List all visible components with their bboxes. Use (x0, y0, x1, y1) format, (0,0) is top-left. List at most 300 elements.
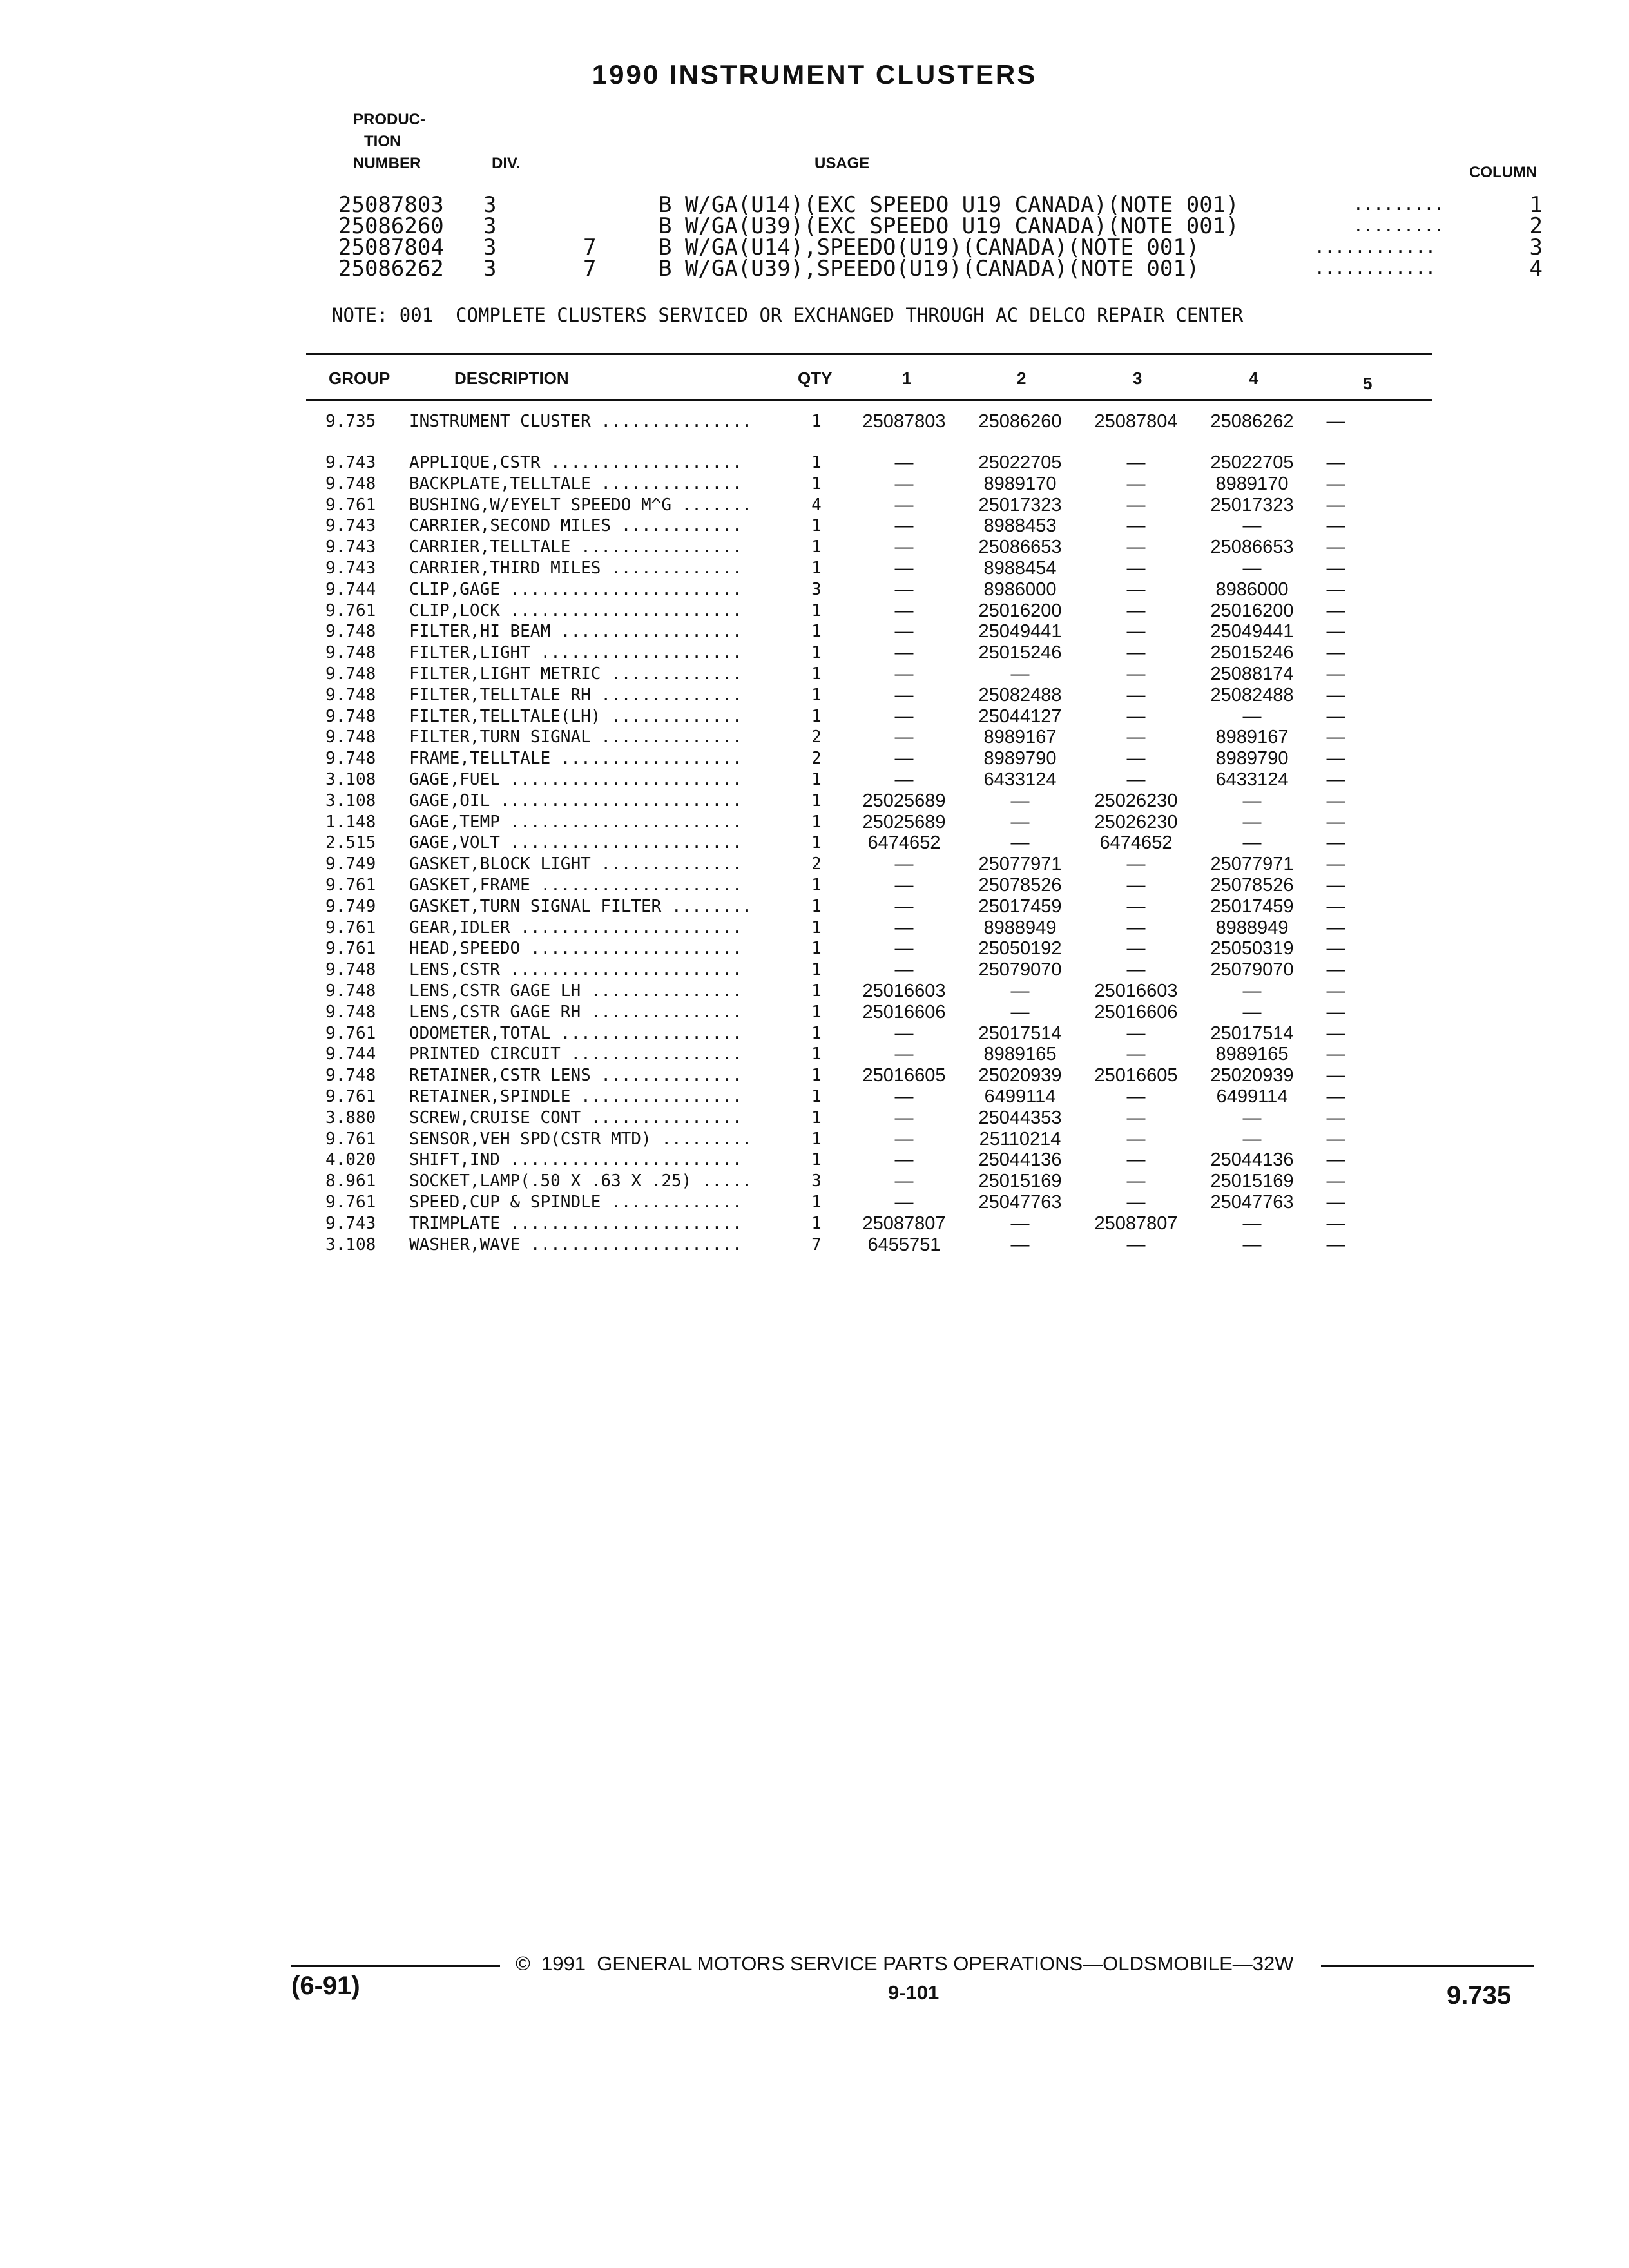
row-col-2: 8988454 (983, 558, 1057, 579)
row-description: FILTER,LIGHT METRIC ............. (409, 664, 742, 684)
row-qty: 1 (811, 622, 822, 642)
row-col-1: — (894, 1149, 914, 1171)
row-col-2: 25044136 (978, 1149, 1062, 1171)
row-qty: 1 (811, 643, 822, 663)
row-col-1: — (894, 1128, 914, 1149)
row-group: 9.749 (325, 854, 376, 874)
row-col-2: 25022705 (978, 452, 1062, 473)
row-col-3: — (1126, 600, 1146, 621)
row-col-4: 25082488 (1210, 684, 1294, 706)
row-qty: 7 (811, 1235, 822, 1254)
row-col-5: — (1326, 537, 1345, 558)
production-number-label-2: TION (364, 133, 401, 150)
row-qty: 2 (811, 727, 822, 747)
table-row (0, 769, 1629, 790)
row-col-5: — (1326, 959, 1345, 981)
row-col-4: 25079070 (1210, 959, 1294, 981)
row-col-2: — (1010, 664, 1030, 684)
row-col-2: — (1010, 1001, 1030, 1023)
row-qty: 1 (811, 1150, 822, 1170)
row-col-4: — (1242, 790, 1262, 811)
row-col-4: — (1242, 1234, 1262, 1255)
row-col-5: — (1326, 1023, 1345, 1044)
row-col-5: — (1326, 452, 1345, 473)
table-row (0, 664, 1629, 684)
row-group: 9.761 (325, 601, 376, 620)
table-row (0, 452, 1629, 473)
row-col-5: — (1326, 748, 1345, 769)
production-div: 3 (483, 213, 497, 239)
row-col-2: 25044353 (978, 1107, 1062, 1128)
row-description: GAGE,FUEL ....................... (409, 770, 742, 789)
row-group: 9.743 (325, 1213, 376, 1233)
row-qty: 1 (811, 453, 822, 472)
row-description: GASKET,TURN SIGNAL FILTER ........ (409, 896, 753, 916)
row-qty: 1 (811, 1002, 822, 1022)
row-description: ODOMETER,TOTAL .................. (409, 1023, 742, 1043)
row-col-5: — (1326, 727, 1345, 748)
header-column-5: 5 (1363, 374, 1373, 393)
row-col-5: — (1326, 600, 1345, 621)
row-col-5: — (1326, 706, 1345, 727)
row-description: APPLIQUE,CSTR ................... (409, 453, 742, 472)
row-description: RETAINER,CSTR LENS .............. (409, 1066, 742, 1086)
row-col-5: — (1326, 473, 1345, 494)
row-col-5: — (1326, 896, 1345, 917)
row-col-1: 25016606 (862, 1001, 946, 1023)
row-description: CLIP,GAGE ....................... (409, 579, 742, 599)
row-group: 9.748 (325, 664, 376, 684)
row-col-1: — (894, 875, 914, 896)
row-col-5: — (1326, 832, 1345, 854)
row-qty: 1 (811, 559, 822, 578)
row-qty: 1 (811, 896, 822, 916)
row-col-2: — (1010, 1213, 1030, 1234)
row-col-3: — (1126, 1234, 1146, 1255)
row-col-4: 8989790 (1215, 748, 1289, 769)
row-col-2: 25050192 (978, 938, 1062, 959)
production-usage: B W/GA(U39)(EXC SPEEDO U19 CANADA)(NOTE 001) (659, 213, 1239, 239)
row-qty: 1 (811, 601, 822, 620)
row-qty: 1 (811, 685, 822, 705)
production-number: 25086262 (338, 256, 444, 282)
row-col-3: — (1126, 684, 1146, 706)
row-group: 9.748 (325, 643, 376, 663)
row-col-4: 8989165 (1215, 1044, 1289, 1065)
row-description: CARRIER,SECOND MILES ............ (409, 516, 742, 536)
row-col-4: 6433124 (1215, 769, 1289, 790)
production-usage: B W/GA(U14)(EXC SPEEDO U19 CANADA)(NOTE 001) (659, 192, 1239, 218)
row-col-5: — (1326, 811, 1345, 832)
column-label: COLUMN (1469, 164, 1537, 181)
production-number: 25086260 (338, 213, 444, 239)
row-col-4: — (1242, 1001, 1262, 1023)
row-col-4: 6499114 (1216, 1086, 1288, 1107)
row-group: 9.748 (325, 960, 376, 980)
row-group: 9.748 (325, 706, 376, 726)
row-col-3: — (1126, 1192, 1146, 1213)
row-col-3: — (1126, 1171, 1146, 1192)
table-row (0, 812, 1629, 832)
row-qty: 2 (811, 749, 822, 769)
row-col-3: — (1126, 473, 1146, 494)
row-group: 9.744 (325, 579, 376, 599)
footer-page-number: 9-101 (888, 1981, 940, 2004)
row-qty: 1 (811, 833, 822, 853)
row-col-3: — (1126, 769, 1146, 790)
row-qty: 1 (811, 1129, 822, 1149)
row-col-1: — (894, 1171, 914, 1192)
table-row (0, 474, 1629, 494)
row-col-3: 25016605 (1094, 1065, 1178, 1086)
row-col-2: — (1010, 981, 1030, 1001)
footer-right-rule (1321, 1965, 1534, 1967)
production-number-label-3: NUMBER (353, 155, 421, 172)
production-number-label-1: PRODUC- (353, 111, 425, 128)
production-div: 3 (483, 256, 497, 282)
row-col-4: 25015169 (1210, 1171, 1294, 1192)
row-col-1: — (894, 621, 914, 642)
row-col-2: 25082488 (978, 684, 1062, 706)
row-col-4: 8989170 (1215, 473, 1289, 494)
row-qty: 3 (811, 1171, 822, 1191)
row-group: 2.515 (325, 833, 376, 853)
row-group: 4.020 (325, 1150, 376, 1170)
row-col-4: 25077971 (1210, 854, 1294, 875)
row-col-5: — (1326, 1001, 1345, 1023)
row-group: 9.748 (325, 1066, 376, 1086)
row-col-1: 25087803 (862, 411, 946, 432)
page-title: 1990 INSTRUMENT CLUSTERS (592, 59, 1037, 90)
production-number: 25087804 (338, 235, 444, 260)
row-col-1: — (894, 1044, 914, 1065)
row-group: 9.749 (325, 896, 376, 916)
row-col-1: — (894, 684, 914, 706)
row-col-2: — (1010, 811, 1030, 832)
row-col-1: — (894, 727, 914, 748)
row-description: LENS,CSTR GAGE LH ............... (409, 981, 742, 1001)
row-col-2: 25086260 (978, 411, 1062, 432)
production-div-secondary: 7 (583, 235, 597, 260)
row-col-2: 25044127 (978, 706, 1062, 727)
row-col-2: 8988949 (983, 917, 1057, 938)
row-col-3: — (1126, 917, 1146, 938)
row-col-5: — (1326, 642, 1345, 664)
row-col-4: 25050319 (1210, 938, 1294, 959)
production-leader: ............ (1315, 259, 1436, 278)
row-qty: 1 (811, 474, 822, 494)
header-description: DESCRIPTION (454, 369, 569, 388)
production-div: 3 (483, 235, 497, 260)
table-row (0, 706, 1629, 727)
row-description: GAGE,TEMP ....................... (409, 812, 742, 832)
row-description: FILTER,TELLTALE RH .............. (409, 685, 742, 705)
row-col-1: — (894, 706, 914, 727)
table-row (0, 685, 1629, 706)
row-group: 9.761 (325, 1023, 376, 1043)
table-row (0, 748, 1629, 769)
header-column-4: 4 (1249, 369, 1258, 388)
row-qty: 1 (811, 412, 822, 431)
row-col-2: — (1010, 1234, 1030, 1255)
table-row (0, 938, 1629, 959)
row-qty: 1 (811, 981, 822, 1001)
row-col-4: — (1242, 515, 1262, 537)
row-col-5: — (1326, 1213, 1345, 1234)
row-col-5: — (1326, 917, 1345, 938)
row-col-2: 8986000 (983, 579, 1057, 600)
row-col-4: — (1242, 1128, 1262, 1149)
row-col-4: — (1242, 706, 1262, 727)
table-row (0, 495, 1629, 515)
row-col-5: — (1326, 1171, 1345, 1192)
row-col-1: 25087807 (862, 1213, 946, 1234)
row-qty: 1 (811, 1108, 822, 1128)
row-qty: 2 (811, 854, 822, 874)
row-qty: 1 (811, 1087, 822, 1106)
row-col-4: 25078526 (1210, 875, 1294, 896)
production-column: 3 (1529, 235, 1543, 260)
production-column: 2 (1529, 213, 1543, 239)
row-col-1: — (894, 1086, 914, 1107)
row-group: 9.743 (325, 453, 376, 472)
row-group: 9.743 (325, 537, 376, 557)
row-group: 3.108 (325, 791, 376, 811)
production-column: 4 (1529, 256, 1543, 282)
row-col-2: 25049441 (978, 621, 1062, 642)
table-row (0, 1044, 1629, 1064)
row-col-1: — (894, 642, 914, 664)
row-group: 9.735 (325, 412, 376, 431)
row-description: CARRIER,TELLTALE ................ (409, 537, 742, 557)
row-description: FILTER,HI BEAM .................. (409, 622, 742, 642)
row-group: 9.761 (325, 495, 376, 515)
production-leader: ......... (1353, 216, 1444, 236)
row-description: GEAR,IDLER ...................... (409, 918, 742, 937)
row-description: GAGE,OIL ........................ (409, 791, 742, 811)
row-qty: 1 (811, 1044, 822, 1064)
row-group: 9.748 (325, 1002, 376, 1022)
header-qty: QTY (798, 369, 833, 388)
row-description: LENS,CSTR ....................... (409, 960, 742, 980)
row-group: 9.743 (325, 559, 376, 578)
row-group: 9.761 (325, 939, 376, 959)
row-col-2: 8989170 (983, 473, 1057, 494)
row-col-3: — (1126, 621, 1146, 642)
row-col-5: — (1326, 875, 1345, 896)
footer-section-number: 9.735 (1447, 1981, 1512, 2010)
row-col-1: — (894, 579, 914, 600)
table-row (0, 1023, 1629, 1044)
row-group: 9.761 (325, 1193, 376, 1212)
row-description: FRAME,TELLTALE .................. (409, 749, 742, 769)
row-group: 9.748 (325, 474, 376, 494)
row-description: CARRIER,THIRD MILES ............. (409, 559, 742, 578)
row-col-5: — (1326, 1065, 1345, 1086)
header-column-1: 1 (902, 369, 912, 388)
row-col-2: 25016200 (978, 600, 1062, 621)
row-description: HEAD,SPEEDO ..................... (409, 939, 742, 959)
row-col-4: 25086262 (1210, 411, 1294, 432)
row-col-5: — (1326, 1192, 1345, 1213)
table-row (0, 896, 1629, 917)
row-col-5: — (1326, 790, 1345, 811)
row-col-3: 25016603 (1094, 981, 1178, 1001)
row-col-2: 25047763 (978, 1192, 1062, 1213)
row-description: FILTER,LIGHT .................... (409, 643, 742, 663)
row-col-3: 25026230 (1094, 811, 1178, 832)
row-col-1: — (894, 748, 914, 769)
row-col-5: — (1326, 621, 1345, 642)
header-column-3: 3 (1133, 369, 1142, 388)
row-description: INSTRUMENT CLUSTER ............... (409, 412, 753, 431)
table-row (0, 918, 1629, 938)
header-column-2: 2 (1017, 369, 1027, 388)
row-col-3: — (1126, 537, 1146, 558)
production-div-secondary: 7 (583, 256, 597, 282)
row-qty: 1 (811, 664, 822, 684)
table-row (0, 601, 1629, 621)
row-description: BUSHING,W/EYELT SPEEDO M^G ....... (409, 495, 753, 515)
row-qty: 1 (811, 537, 822, 557)
row-col-2: — (1010, 790, 1030, 811)
row-col-3: — (1126, 938, 1146, 959)
row-col-1: 25016605 (862, 1065, 946, 1086)
row-qty: 1 (811, 770, 822, 789)
row-col-4: 25015246 (1210, 642, 1294, 664)
row-group: 9.743 (325, 516, 376, 536)
table-row (0, 558, 1629, 579)
row-col-1: — (894, 959, 914, 981)
row-col-2: 6499114 (984, 1086, 1056, 1107)
production-div: 3 (483, 192, 497, 218)
row-col-2: 25077971 (978, 854, 1062, 875)
row-col-1: — (894, 558, 914, 579)
row-group: 3.108 (325, 770, 376, 789)
table-row (0, 1108, 1629, 1128)
row-col-1: — (894, 769, 914, 790)
row-qty: 1 (811, 1023, 822, 1043)
table-row (0, 981, 1629, 1001)
row-col-2: 6433124 (983, 769, 1057, 790)
row-col-3: 25026230 (1094, 790, 1178, 811)
row-col-3: — (1126, 452, 1146, 473)
table-row (0, 1149, 1629, 1170)
row-qty: 1 (811, 918, 822, 937)
row-description: GASKET,BLOCK LIGHT .............. (409, 854, 742, 874)
row-col-2: — (1010, 832, 1030, 854)
row-description: BACKPLATE,TELLTALE .............. (409, 474, 742, 494)
row-qty: 1 (811, 791, 822, 811)
row-col-2: 8989167 (983, 727, 1057, 748)
production-column: 1 (1529, 192, 1543, 218)
table-row (0, 1213, 1629, 1234)
row-col-3: — (1126, 1023, 1146, 1044)
row-col-4: 25049441 (1210, 621, 1294, 642)
table-row (0, 537, 1629, 557)
row-description: SENSOR,VEH SPD(CSTR MTD) ......... (409, 1129, 753, 1149)
row-col-5: — (1326, 579, 1345, 600)
row-col-1: — (894, 938, 914, 959)
table-row (0, 1171, 1629, 1191)
row-col-5: — (1326, 684, 1345, 706)
row-col-4: 25016200 (1210, 600, 1294, 621)
row-col-1: — (894, 537, 914, 558)
row-col-2: 8988453 (983, 515, 1057, 537)
table-row (0, 1235, 1629, 1255)
row-qty: 3 (811, 579, 822, 599)
row-col-3: — (1126, 1128, 1146, 1149)
row-group: 9.748 (325, 981, 376, 1001)
row-col-5: — (1326, 854, 1345, 875)
row-group: 9.748 (325, 727, 376, 747)
row-group: 1.148 (325, 812, 376, 832)
table-row-instrument-cluster (0, 411, 1629, 432)
row-description: RETAINER,SPINDLE ................ (409, 1087, 742, 1106)
table-row (0, 1192, 1629, 1213)
row-col-2: 25015246 (978, 642, 1062, 664)
row-col-2: 25017514 (978, 1023, 1062, 1044)
row-col-4: 25017514 (1210, 1023, 1294, 1044)
row-group: 9.761 (325, 1129, 376, 1149)
row-col-3: — (1126, 1044, 1146, 1065)
row-qty: 1 (811, 706, 822, 726)
header-group: GROUP (329, 369, 390, 388)
row-col-3: — (1126, 579, 1146, 600)
row-col-4: 25020939 (1210, 1065, 1294, 1086)
row-col-5: — (1326, 1234, 1345, 1255)
row-col-1: — (894, 1107, 914, 1128)
row-col-3: 25087807 (1094, 1213, 1178, 1234)
row-col-5: — (1326, 494, 1345, 515)
row-col-4: 25047763 (1210, 1192, 1294, 1213)
row-col-2: 25017459 (978, 896, 1062, 917)
row-col-5: — (1326, 411, 1345, 432)
row-col-1: 25025689 (862, 790, 946, 811)
row-group: 8.961 (325, 1171, 376, 1191)
row-col-1: — (894, 1023, 914, 1044)
row-col-3: 25016606 (1094, 1001, 1178, 1023)
row-description: GAGE,VOLT ....................... (409, 833, 742, 853)
table-row (0, 875, 1629, 896)
footer-date-code: (6-91) (291, 1972, 360, 2000)
row-qty: 1 (811, 812, 822, 832)
row-col-2: 25110214 (979, 1128, 1061, 1149)
row-qty: 1 (811, 1193, 822, 1212)
row-group: 3.880 (325, 1108, 376, 1128)
row-col-4: — (1242, 558, 1262, 579)
row-col-2: 25079070 (978, 959, 1062, 981)
row-description: SOCKET,LAMP(.50 X .63 X .25) ..... (409, 1171, 753, 1191)
row-group: 9.748 (325, 749, 376, 769)
row-col-5: — (1326, 1107, 1345, 1128)
row-col-3: — (1126, 748, 1146, 769)
row-col-5: — (1326, 558, 1345, 579)
table-row (0, 515, 1629, 536)
row-group: 9.748 (325, 685, 376, 705)
table-row (0, 832, 1629, 853)
row-col-4: — (1242, 981, 1262, 1001)
row-col-4: 25088174 (1210, 664, 1294, 684)
row-description: SPEED,CUP & SPINDLE ............. (409, 1193, 742, 1212)
row-col-4: 25022705 (1210, 452, 1294, 473)
production-number: 25087803 (338, 192, 444, 218)
row-col-5: — (1326, 1086, 1345, 1107)
row-col-5: — (1326, 938, 1345, 959)
production-usage: B W/GA(U14),SPEEDO(U19)(CANADA)(NOTE 001) (659, 235, 1200, 260)
row-description: TRIMPLATE ....................... (409, 1213, 742, 1233)
row-description: SHIFT,IND ....................... (409, 1150, 742, 1170)
